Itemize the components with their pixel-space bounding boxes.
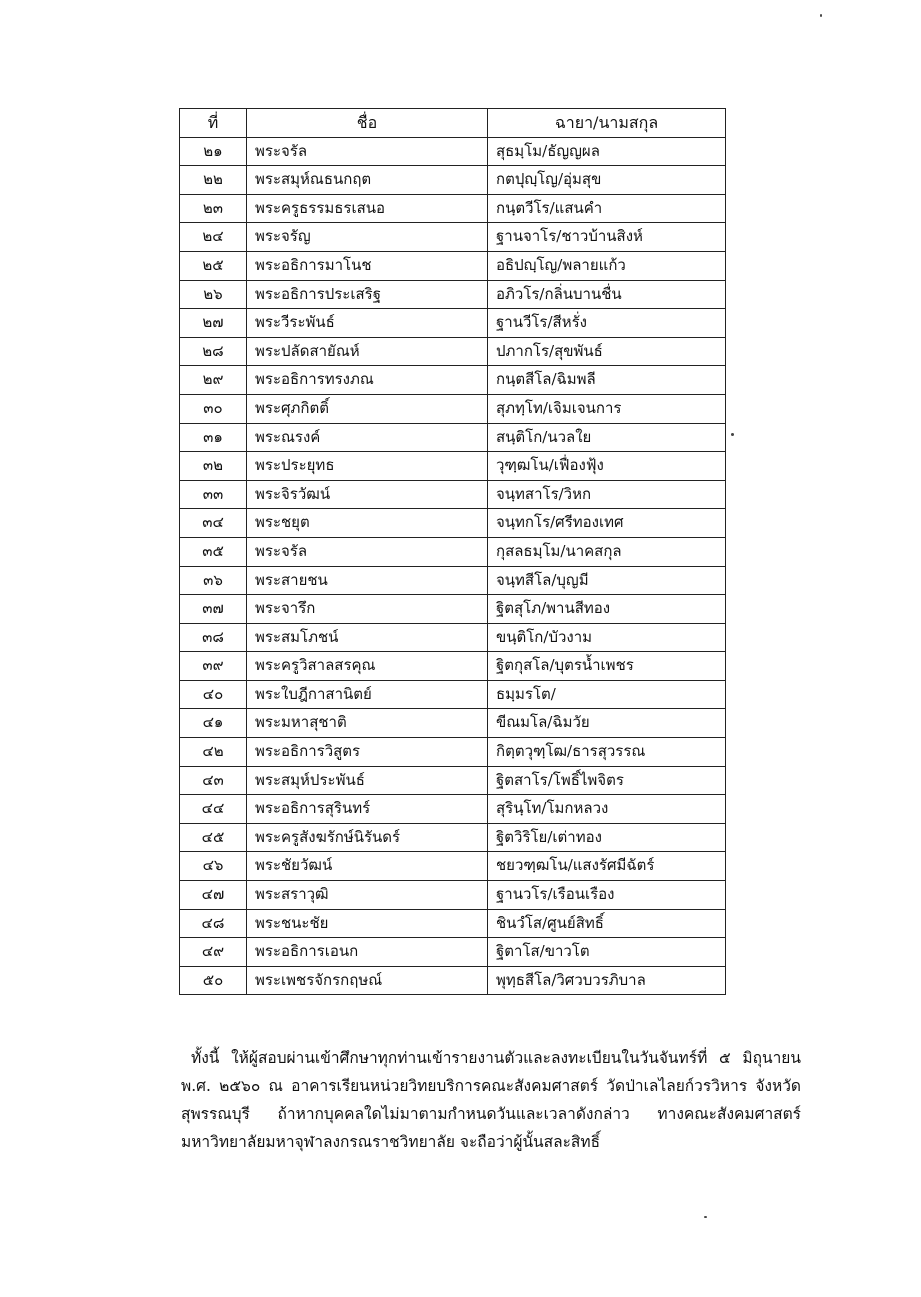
row-surname: สุรินฺโท/โมกหลวง xyxy=(488,795,726,824)
row-name: พระประยุทธ xyxy=(247,452,488,481)
row-surname: ขนฺติโก/บัวงาม xyxy=(488,623,726,652)
row-surname: ชยวฑฺฒโน/แสงรัศมีฉัตร์ xyxy=(488,852,726,881)
table-body xyxy=(180,137,726,995)
row-surname: กตปุญฺโญ/อุ่มสุข xyxy=(488,166,726,195)
row-surname: อธิปญฺโญ/พลายแก้ว xyxy=(488,251,726,280)
row-number: ๓๕ xyxy=(180,537,247,566)
table-row xyxy=(180,452,726,481)
row-surname: ฐานจาโร/ชาวบ้านสิงห์ xyxy=(488,223,726,252)
row-surname: ปภากโร/สุขพันธ์ xyxy=(488,337,726,366)
table-row xyxy=(180,852,726,881)
table-row xyxy=(180,823,726,852)
row-name: พระจรัล xyxy=(247,137,488,166)
scan-speck xyxy=(704,1216,707,1218)
header-surname: ฉายา/นามสกุล xyxy=(488,109,726,138)
table-row xyxy=(180,223,726,252)
row-number: ๔๔ xyxy=(180,795,247,824)
row-name: พระชยุต xyxy=(247,509,488,538)
row-name: พระวีระพันธ์ xyxy=(247,309,488,338)
row-name: พระอธิการเอนก xyxy=(247,938,488,967)
row-number: ๔๑ xyxy=(180,709,247,738)
row-number: ๒๔ xyxy=(180,223,247,252)
table-row xyxy=(180,709,726,738)
table-row xyxy=(180,509,726,538)
row-name: พระมหาสุชาติ xyxy=(247,709,488,738)
row-surname: ฐิตวิริโย/เต่าทอง xyxy=(488,823,726,852)
row-surname: อภิวโร/กลิ่นบานชื่น xyxy=(488,280,726,309)
row-name: พระอธิการประเสริฐ xyxy=(247,280,488,309)
row-name: พระสมุห์ประพันธ์ xyxy=(247,766,488,795)
row-number: ๒๒ xyxy=(180,166,247,195)
row-surname: กนฺตวีโร/แสนคำ xyxy=(488,194,726,223)
row-name: พระสมโภชน์ xyxy=(247,623,488,652)
row-number: ๓๔ xyxy=(180,509,247,538)
table-row xyxy=(180,309,726,338)
table-row xyxy=(180,337,726,366)
row-name: พระจรัญ xyxy=(247,223,488,252)
table-row xyxy=(180,194,726,223)
table-row xyxy=(180,566,726,595)
row-name: พระครูวิสาลสรคุณ xyxy=(247,652,488,681)
row-surname: จนฺทกโร/ศรีทองเทศ xyxy=(488,509,726,538)
row-surname: ขีณมโล/ฉิมวัย xyxy=(488,709,726,738)
row-number: ๔๖ xyxy=(180,852,247,881)
row-number: ๒๓ xyxy=(180,194,247,223)
row-number: ๒๘ xyxy=(180,337,247,366)
row-name: พระชนะชัย xyxy=(247,909,488,938)
header-no: ที่ xyxy=(180,109,247,138)
row-surname: ธมฺมรโต/ xyxy=(488,680,726,709)
row-number: ๓๒ xyxy=(180,452,247,481)
table-row xyxy=(180,938,726,967)
row-surname: วุฑฺฒโน/เฟื่องฟุ้ง xyxy=(488,452,726,481)
row-surname: ฐิตกุสโล/บุตรน้ำเพชร xyxy=(488,652,726,681)
row-number: ๔๐ xyxy=(180,680,247,709)
row-surname: ฐิตาโส/ขาวโต xyxy=(488,938,726,967)
row-surname: ฐานวีโร/สีหรั่ง xyxy=(488,309,726,338)
table-row xyxy=(180,795,726,824)
row-surname: กิตฺตวุฑฺโฒ/ธารสุวรรณ xyxy=(488,738,726,767)
row-number: ๓๓ xyxy=(180,480,247,509)
row-surname: ชินวํโส/ศูนย์สิทธิ์ xyxy=(488,909,726,938)
row-number: ๓๑ xyxy=(180,423,247,452)
row-number: ๓๖ xyxy=(180,566,247,595)
row-number: ๓๐ xyxy=(180,394,247,423)
roster-table xyxy=(179,108,726,995)
row-name: พระใบฎีกาสานิตย์ xyxy=(247,680,488,709)
table-row xyxy=(180,680,726,709)
scan-speck xyxy=(820,14,822,17)
row-name: พระอธิการทรงภณ xyxy=(247,366,488,395)
row-surname: สุธมฺโม/ธัญญผล xyxy=(488,137,726,166)
row-number: ๓๗ xyxy=(180,595,247,624)
table-row xyxy=(180,137,726,166)
row-name: พระสราวุฒิ xyxy=(247,881,488,910)
row-name: พระเพชรจักรกฤษณ์ xyxy=(247,966,488,995)
row-number: ๔๕ xyxy=(180,823,247,852)
table-row xyxy=(180,480,726,509)
row-number: ๔๙ xyxy=(180,938,247,967)
row-name: พระสมุห์ณธนกฤต xyxy=(247,166,488,195)
row-surname: กุสลธมฺโม/นาคสกุล xyxy=(488,537,726,566)
row-number: ๓๘ xyxy=(180,623,247,652)
row-number: ๒๗ xyxy=(180,309,247,338)
row-name: พระจิรวัฒน์ xyxy=(247,480,488,509)
row-name: พระจารึก xyxy=(247,595,488,624)
row-surname: จนฺทสาโร/วิหก xyxy=(488,480,726,509)
table-row xyxy=(180,881,726,910)
row-name: พระศุภกิตติ์ xyxy=(247,394,488,423)
row-name: พระอธิการวิสูตร xyxy=(247,738,488,767)
table-row xyxy=(180,280,726,309)
row-name: พระชัยวัฒน์ xyxy=(247,852,488,881)
row-number: ๔๗ xyxy=(180,881,247,910)
row-surname: สุภทฺโท/เจิมเจนการ xyxy=(488,394,726,423)
table-row xyxy=(180,251,726,280)
row-name: พระอธิการสุรินทร์ xyxy=(247,795,488,824)
table-row xyxy=(180,394,726,423)
row-surname: ฐิตสุโภ/พานสีทอง xyxy=(488,595,726,624)
table-row xyxy=(180,166,726,195)
row-number: ๔๓ xyxy=(180,766,247,795)
row-name: พระอธิการมาโนช xyxy=(247,251,488,280)
table-row xyxy=(180,366,726,395)
table-row xyxy=(180,909,726,938)
row-surname: พุทฺธสีโล/วิศวบวรภิบาล xyxy=(488,966,726,995)
table-row xyxy=(180,766,726,795)
row-name: พระจรัล xyxy=(247,537,488,566)
row-name: พระครูธรรมธรเสนอ xyxy=(247,194,488,223)
row-number: ๒๕ xyxy=(180,251,247,280)
table-row xyxy=(180,623,726,652)
table-row xyxy=(180,537,726,566)
row-number: ๔๘ xyxy=(180,909,247,938)
row-number: ๔๒ xyxy=(180,738,247,767)
notice-paragraph: ทั้งนี้ ให้ผู้สอบผ่านเข้าศึกษาทุกท่านเข้ารายงานตัวและลงทะเบียนในวันจันทร์ที่ ๕ มิถุนายน พ.ศ. ๒๕๖๐ ณ อาคารเรียนหน่วยวิทยบริการคณะสังคมศาสตร์ วัดป่าเลไลยก์วรวิหาร จังหวัดสุพรรณบุรี ถ้าหากบุคคลใดไม่มาตามกำหนดวันและเวลาดังกล่าว ทางคณะสังคมศาสตร์ มหาวิทยาลัยมหาจุฬาลงกรณราชวิทยาลัย จะถือว่าผู้นั้นสละสิทธิ์ xyxy=(181,1048,801,1151)
scan-speck xyxy=(731,433,734,436)
table-row xyxy=(180,423,726,452)
table-row xyxy=(180,652,726,681)
row-surname: ฐานวโร/เรือนเรือง xyxy=(488,881,726,910)
row-name: พระปลัดสายัณห์ xyxy=(247,337,488,366)
row-surname: กนฺตสีโล/ฉิมพลี xyxy=(488,366,726,395)
row-surname: จนฺทสีโล/บุญมี xyxy=(488,566,726,595)
row-number: ๒๑ xyxy=(180,137,247,166)
table-row xyxy=(180,595,726,624)
row-name: พระครูสังฆรักษ์นิรันดร์ xyxy=(247,823,488,852)
row-name: พระสายชน xyxy=(247,566,488,595)
row-surname: สนฺติโก/นวลใย xyxy=(488,423,726,452)
row-number: ๒๖ xyxy=(180,280,247,309)
table-row xyxy=(180,738,726,767)
table-row xyxy=(180,966,726,995)
row-number: ๒๙ xyxy=(180,366,247,395)
row-surname: ฐิตสาโร/โพธิ์ไพจิตร xyxy=(488,766,726,795)
row-number: ๓๙ xyxy=(180,652,247,681)
row-name: พระณรงค์ xyxy=(247,423,488,452)
header-name: ชื่อ xyxy=(247,109,488,138)
row-number: ๕๐ xyxy=(180,966,247,995)
table-header-row xyxy=(180,109,726,138)
